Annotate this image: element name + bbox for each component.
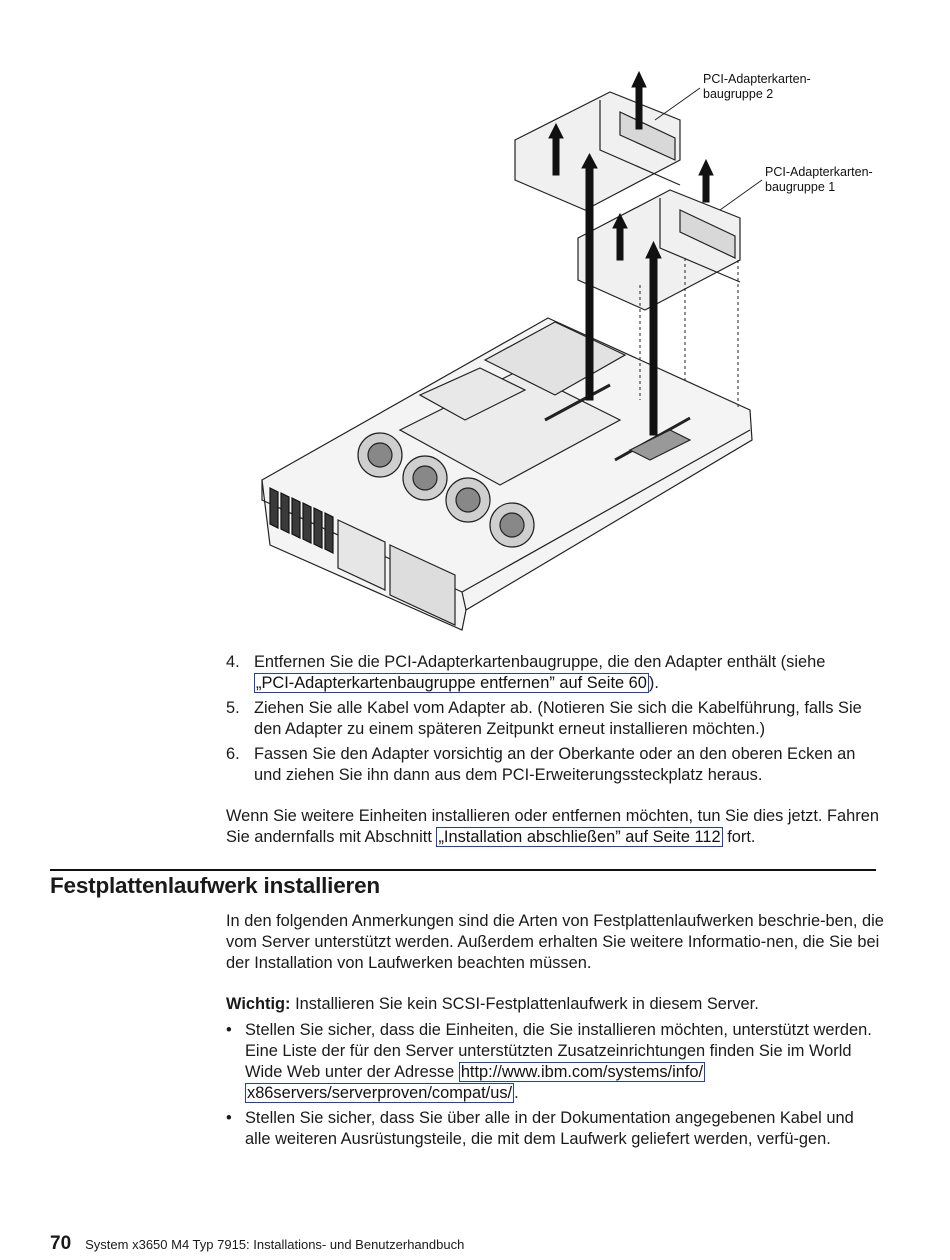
- important-label: Wichtig:: [226, 995, 291, 1013]
- section-divider: [50, 869, 876, 871]
- closing-paragraph: Wenn Sie weitere Einheiten installieren oder entfernen möchten, tun Sie dies jetzt. Fahren Sie andernfalls mit Abschnitt „Installation abschließen” auf Seite 112 fort.: [226, 807, 879, 846]
- callout-riser-1: PCI-Adapterkarten- baugruppe 1: [765, 165, 873, 194]
- step-number: 6.: [226, 745, 240, 763]
- server-illustration: [250, 60, 890, 650]
- page-number: 70: [50, 1233, 72, 1254]
- bullet-marker: •: [226, 1109, 232, 1127]
- bullet-text: Stellen Sie sicher, dass die Einheiten, die Sie installieren möchten, unterstützt werden. Eine Liste der für den Server unterstützten Zusatzeinrichtungen finden Sie im World Wide Web unter der Adresse http://www.ibm.com/systems/info/ x86servers/serverproven/compat/us/ .: [245, 1021, 872, 1102]
- step-text: Fassen Sie den Adapter vorsichtig an der Oberkante oder an den oberen Ecken an und ziehen Sie ihn dann aus dem PCI-Erweiterungssteckplatz heraus.: [254, 745, 856, 784]
- page-footer: [50, 1233, 464, 1255]
- step-number: 5.: [226, 699, 240, 717]
- section-heading: Festplattenlaufwerk installieren: [50, 873, 380, 898]
- callout-riser-2: PCI-Adapterkarten- baugruppe 2: [703, 72, 811, 101]
- url-link-continued[interactable]: x86servers/serverproven/compat/us/: [247, 1084, 513, 1102]
- bullet-marker: •: [226, 1021, 232, 1039]
- important-note: Wichtig: Installieren Sie kein SCSI-Festplattenlaufwerk in diesem Server.: [226, 995, 759, 1013]
- bullet-text: Stellen Sie sicher, dass Sie über alle in der Dokumentation angegebenen Kabel und alle weiteren Ausrüstungsteile, die mit dem Laufwerk geliefert werden, verfü-gen.: [245, 1109, 854, 1148]
- cross-reference-link[interactable]: „Installation abschließen” auf Seite 112: [438, 828, 721, 846]
- step-text: Ziehen Sie alle Kabel vom Adapter ab. (Notieren Sie sich die Kabelführung, falls Sie den Adapter zu einem späteren Zeitpunkt erneut installieren möchten.): [254, 699, 862, 738]
- footer-title: System x3650 M4 Typ 7915: Installations- und Benutzerhandbuch: [85, 1237, 465, 1252]
- url-link[interactable]: http://www.ibm.com/systems/info/: [460, 1063, 704, 1081]
- intro-paragraph: In den folgenden Anmerkungen sind die Arten von Festplattenlaufwerken beschrie-ben, die vom Server unterstützt werden. Außerdem erhalten Sie weitere Informatio-nen, die Sie bei der Installation von Laufwerken beachten müssen.: [226, 912, 884, 972]
- step-number: 4.: [226, 653, 240, 671]
- step-text: Entfernen Sie die PCI-Adapterkartenbaugruppe, die den Adapter enthält (siehe „PCI-Adapterkartenbaugruppe entfernen” auf Seite 60 ).: [254, 653, 826, 692]
- cross-reference-link[interactable]: „PCI-Adapterkartenbaugruppe entfernen” auf Seite 60: [256, 674, 647, 692]
